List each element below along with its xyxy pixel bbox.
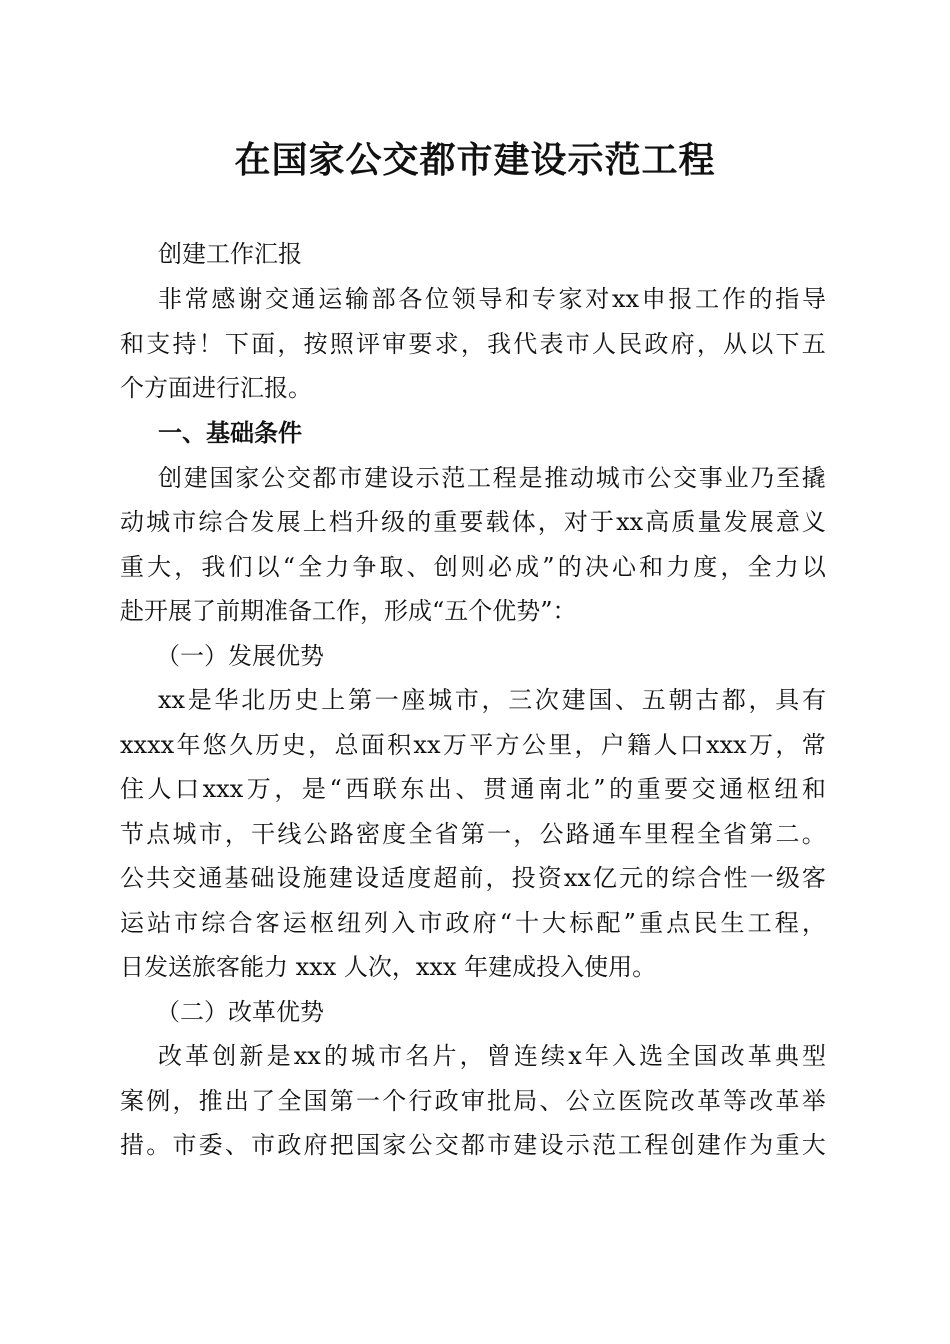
paragraph-line: 节 点 城 市 ， 干 线 公 路 密 度 全 省 第 一 ， 公 路 通 车 里 程 全 省 第 二 。: [120, 820, 826, 848]
paragraph-line: 运 站 市 综 合 客 运 枢 纽 列 入 市 政 府 “ 十 大 标 配 ” 重 点 民 生 工 程 ，: [120, 909, 826, 937]
paragraph-line: 改 革 创 新 是 xx 的 城 市 名 片 ， 曾 连 续 x 年 入 选 全 国 改 革 典 型: [158, 1042, 826, 1070]
paragraph-line: 动 城 市 综 合 发 展 上 档 升 级 的 重 要 载 体 ， 对 于 xx 高 质 量 发 展 意 义: [120, 508, 826, 536]
subsection-heading: （一）发展优势: [156, 642, 324, 670]
paragraph-line: 个方面进行汇报。: [120, 374, 312, 402]
paragraph-line: 创 建 国 家 公 交 都 市 建 设 示 范 工 程 是 推 动 城 市 公 交 事 业 乃 至 撬: [158, 464, 826, 492]
paragraph-line: xxxx 年 悠 久 历 史 ， 总 面 积 xx 万 平 方 公 里 ， 户 籍 人 口 xxx 万 ， 常: [120, 731, 826, 759]
paragraph-line: 日发送旅客能力 xxx 人次，xxx 年建成投入使用。: [120, 953, 657, 981]
paragraph-line: 赴开展了前期准备工作，形成“五个优势”：: [120, 597, 577, 625]
document-title: 在国家公交都市建设示范工程: [234, 139, 716, 181]
paragraph-line: 公 共 交 通 基 础 设 施 建 设 适 度 超 前 ， 投 资 xx 亿 元 的 综 合 性 一 级 客: [120, 864, 826, 892]
paragraph-line: 案 例 ， 推 出 了 全 国 第 一 个 行 政 审 批 局 、 公 立 医 院 改 革 等 改 革 举: [120, 1087, 826, 1115]
paragraph-line: 重 大 ， 我 们 以 “ 全 力 争 取 、 创 则 必 成 ” 的 决 心 和 力 度 ， 全 力 以: [120, 553, 826, 581]
paragraph-line: 和 支 持 ！ 下 面 ， 按 照 评 审 要 求 ， 我 代 表 市 人 民 政 府 ， 从 以 下 五: [120, 330, 826, 358]
section-heading: 一、基础条件: [158, 419, 302, 447]
paragraph-line: 非 常 感 谢 交 通 运 输 部 各 位 领 导 和 专 家 对 xx 申 报 工 作 的 指 导: [158, 285, 826, 313]
paragraph-line: 住 人 口 xxx 万 ， 是 “ 西 联 东 出 、 贯 通 南 北 ” 的 重 要 交 通 枢 纽 和: [120, 775, 826, 803]
paragraph-line: 措 。 市 委 、 市 政 府 把 国 家 公 交 都 市 建 设 示 范 工 程 创 建 作 为 重 大: [120, 1131, 826, 1159]
subtitle-line: 创建工作汇报: [158, 240, 302, 268]
paragraph-line: xx 是 华 北 历 史 上 第 一 座 城 市 ， 三 次 建 国 、 五 朝 古 都 ， 具 有: [158, 686, 826, 714]
subsection-heading: （二）改革优势: [156, 998, 324, 1026]
